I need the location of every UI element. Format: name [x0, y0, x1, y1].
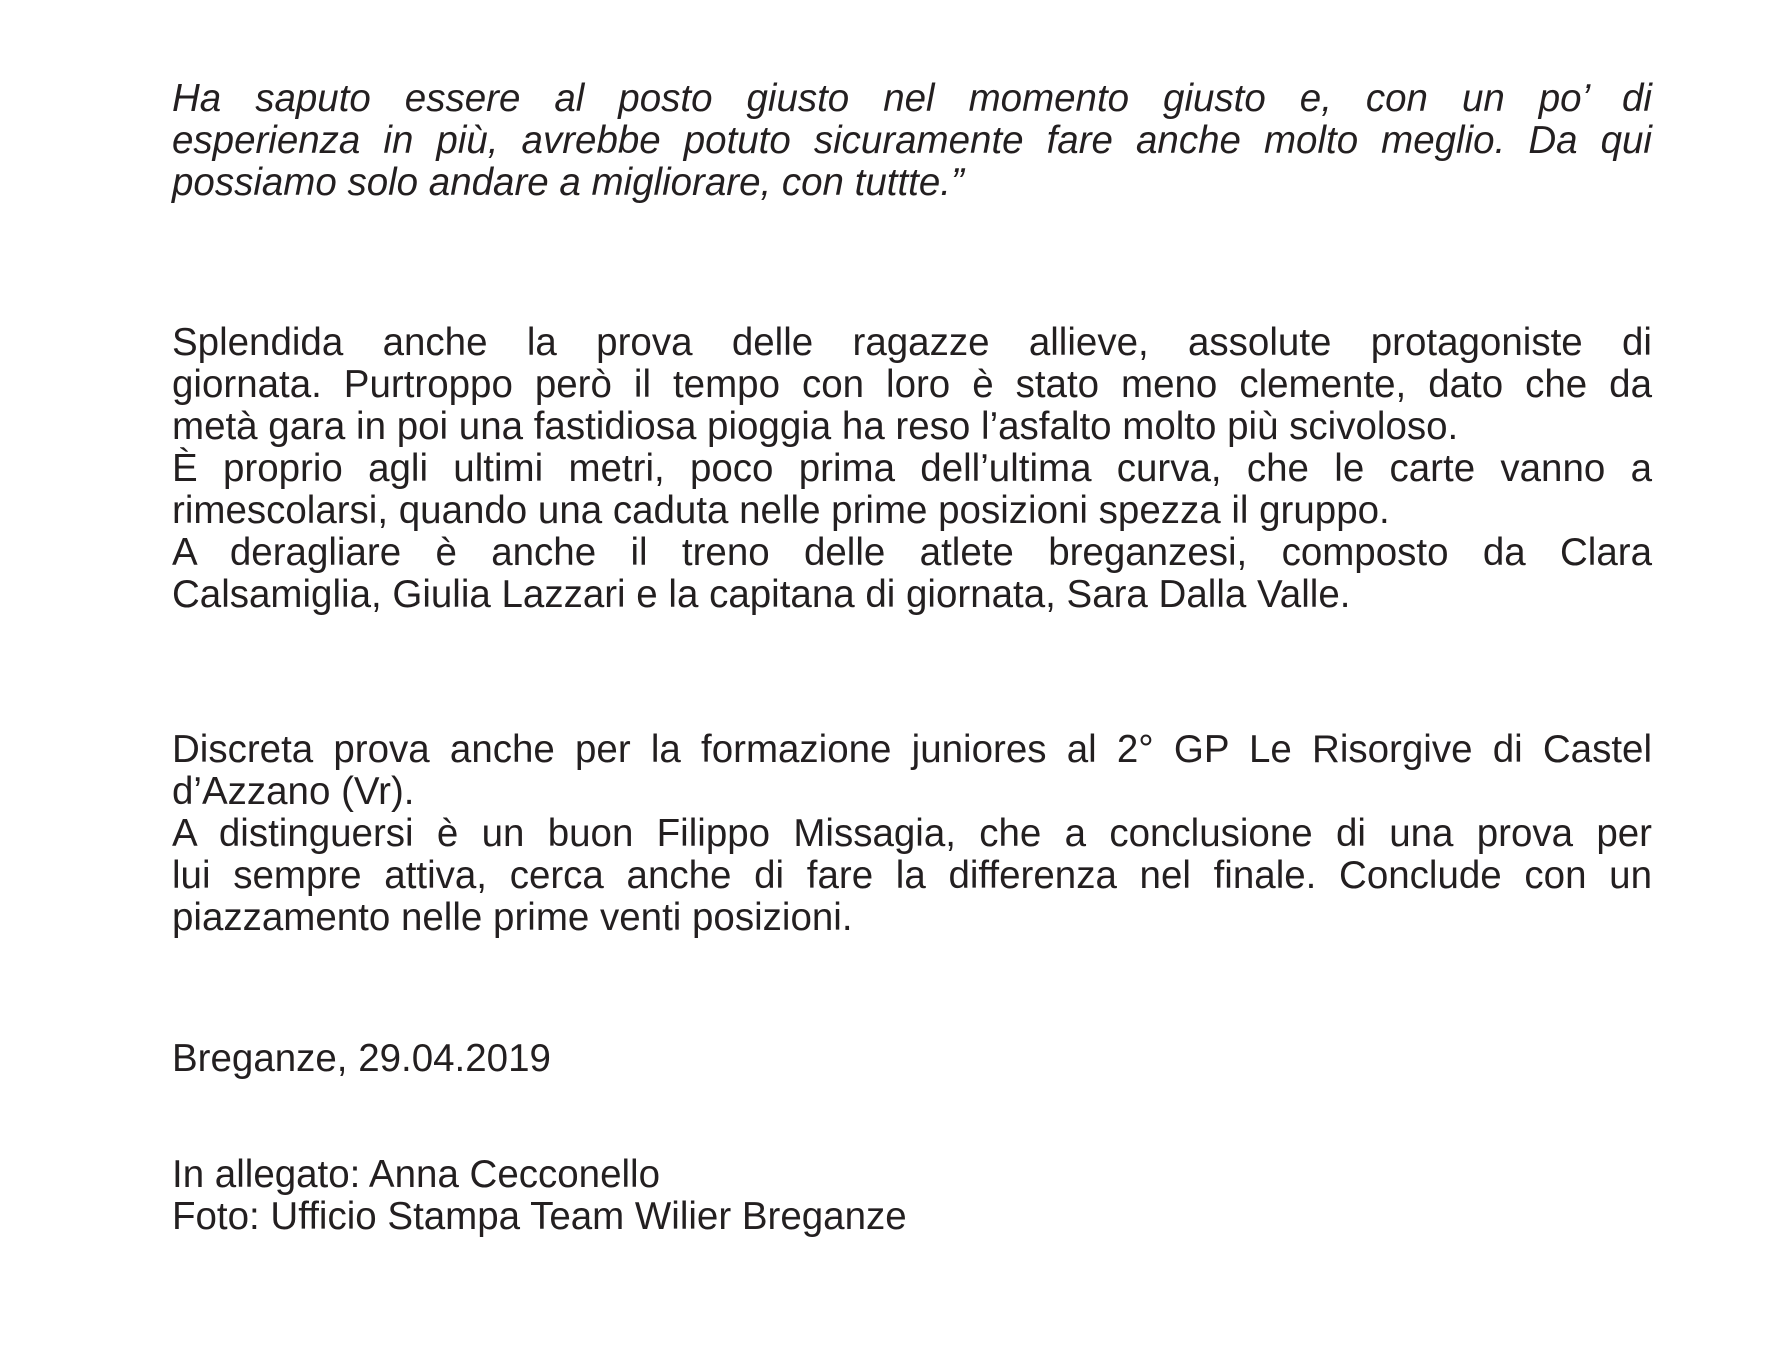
photo-credit-text: Foto: Ufficio Stampa Team Wilier Breganze [172, 1195, 907, 1238]
allieve-line-3: metà gara in poi una fastidiosa pioggia ha reso l’asfalto molto più scivoloso. [172, 405, 1459, 448]
allieve-line-7: Calsamiglia, Giulia Lazzari e la capitana di giornata, Sara Dalla Valle. [172, 573, 1351, 616]
juniores-line-1: Discreta prova anche per la formazione juniores al 2° GP Le Risorgive di Castel [172, 728, 1652, 771]
attachment-text: In allegato: Anna Cecconello [172, 1153, 661, 1196]
juniores-line-3: A distinguersi è un buon Filippo Missagia, che a conclusione di una prova per [172, 812, 1652, 855]
juniores-line-2: d’Azzano (Vr). [172, 770, 415, 813]
quote-line-2: esperienza in più, avrebbe potuto sicuramente fare anche molto meglio. Da qui [172, 119, 1652, 162]
allieve-line-5: rimescolarsi, quando una caduta nelle prime posizioni spezza il gruppo. [172, 489, 1390, 532]
place-date-text: Breganze, 29.04.2019 [172, 1037, 551, 1080]
allieve-paragraph [172, 322, 1652, 616]
quote-line-1: Ha saputo essere al posto giusto nel momento giusto e, con un po’ di [172, 77, 1652, 120]
quote-paragraph [172, 78, 1652, 204]
allieve-line-4: È proprio agli ultimi metri, poco prima dell’ultima curva, che le carte vanno a [172, 447, 1652, 490]
place-date [172, 1038, 1652, 1080]
juniores-paragraph [172, 729, 1652, 939]
juniores-line-5: piazzamento nelle prime venti posizioni. [172, 896, 853, 939]
credits-block [172, 1154, 1652, 1238]
juniores-line-4: lui sempre attiva, cerca anche di fare la differenza nel finale. Conclude con un [172, 854, 1652, 897]
allieve-line-1: Splendida anche la prova delle ragazze allieve, assolute protagoniste di [172, 321, 1652, 364]
document-page [172, 78, 1652, 1238]
allieve-line-2: giornata. Purtroppo però il tempo con loro è stato meno clemente, dato che da [172, 363, 1652, 406]
allieve-line-6: A deragliare è anche il treno delle atlete breganzesi, composto da Clara [172, 531, 1652, 574]
quote-line-3: possiamo solo andare a migliorare, con tuttte.” [172, 161, 964, 204]
